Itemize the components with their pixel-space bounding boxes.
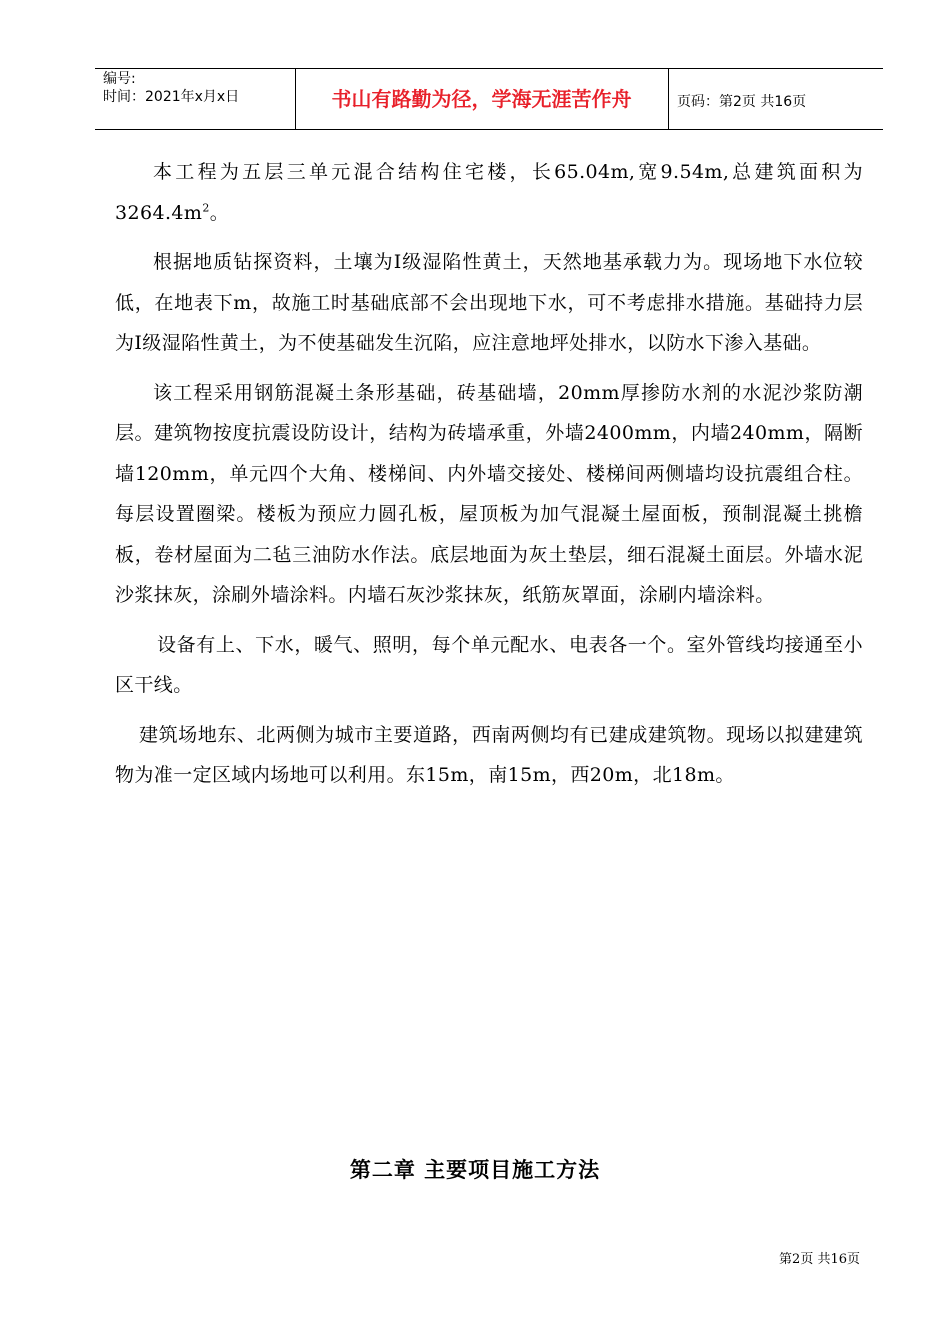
paragraph-structure: 该工程采用钢筋混凝土条形基础，砖基础墙，20mm厚掺防水剂的水泥沙浆防潮层。建筑物按度抗震设防设计，结构为砖墙承重，外墙2400mm，内墙240mm，隔断墙120mm，单元四个大角、楼梯间、内外墙交接处、楼梯间两侧墙均设抗震组合柱。每层设置圈梁。楼板为预应力圆孔板，屋顶板为加气混凝土屋面板，预制混凝土挑檐板，卷材屋面为二毡三油防水作法。底层地面为灰土垫层，细石混凝土面层。外墙水泥沙浆抹灰，涂刷外墙涂料。内墙石灰沙浆抹灰，纸筋灰罩面，涂刷内墙涂料。 xyxy=(115,381,863,606)
motto-text: 书山有路勤为径，学海无涯苦作舟 xyxy=(331,87,632,111)
superscript-text: 2 xyxy=(202,201,210,215)
code-label: 编号: xyxy=(103,71,136,87)
paragraph-equipment: 设备有上、下水，暖气、照明，每个单元配水、电表各一个。室外管线均接通至小区干线。 xyxy=(115,633,863,696)
page-footer: 第2页 共16页 xyxy=(779,1252,860,1267)
document-body xyxy=(115,152,863,796)
header-page-cell xyxy=(669,69,883,129)
header-motto-cell xyxy=(295,69,669,129)
paragraph-project-overview xyxy=(115,152,863,233)
page-header xyxy=(95,68,883,130)
paragraph-end-text: 。 xyxy=(209,201,230,224)
page-info: 页码：第2页 共16页 xyxy=(677,94,807,110)
paragraph-text: 本工程为五层三单元混合结构住宅楼，长65.04m,宽9.54m,总建筑面积为3264.4m xyxy=(115,161,863,224)
paragraph-site: 建筑场地东、北两侧为城市主要道路，西南两侧均有已建成建筑物。现场以拟建建筑物为准一定区域内场地可以利用。东15m，南15m，西20m，北18m。 xyxy=(115,723,863,786)
paragraph-geology: 根据地质钻探资料，土壤为Ⅰ级湿陷性黄土，天然地基承载力为。现场地下水位较低，在地表下m，故施工时基础底部不会出现地下水，可不考虑排水措施。基础持力层为Ⅰ级湿陷性黄土，为不使基础发生沉陷，应注意地坪处排水，以防水下渗入基础。 xyxy=(115,251,863,354)
chapter-title: 第二章 主要项目施工方法 xyxy=(349,1158,601,1182)
time-label: 时间：2021年x月x日 xyxy=(103,89,240,105)
header-meta-cell xyxy=(95,69,296,129)
